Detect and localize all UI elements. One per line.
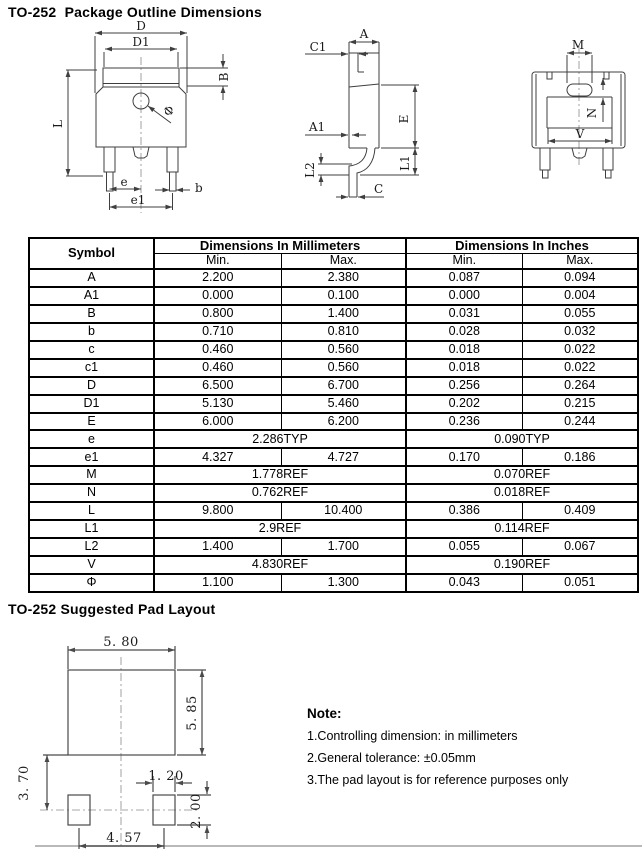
dim-value-cell: 0.051 xyxy=(522,574,638,592)
package-outline-drawing xyxy=(0,0,642,232)
header-symbol: Symbol xyxy=(29,238,154,269)
dim-value-cell: 1.400 xyxy=(154,538,281,556)
dim-value-cell: 1.300 xyxy=(281,574,406,592)
dim-label-e1: e1 xyxy=(130,193,146,207)
dim-value-cell: 1.700 xyxy=(281,538,406,556)
dim-value-cell: 4.327 xyxy=(154,448,281,466)
dim-value-cell: 0.256 xyxy=(406,377,522,395)
tab-pad xyxy=(68,670,175,755)
dim-value-cell: 2.286TYP xyxy=(154,430,406,448)
dim-value-cell: 0.810 xyxy=(281,323,406,341)
table-row xyxy=(29,359,638,377)
header-in-max: Max. xyxy=(522,254,638,269)
symbol-cell: A xyxy=(29,269,154,287)
dimensions-table-body xyxy=(29,269,638,592)
dim-value-cell: 0.460 xyxy=(154,341,281,359)
dim-label-B: B xyxy=(217,72,231,82)
table-row xyxy=(29,377,638,395)
dim-value-cell: 5.460 xyxy=(281,395,406,413)
symbol-cell: D1 xyxy=(29,395,154,413)
symbol-cell: e xyxy=(29,430,154,448)
dim-value-cell: 0.236 xyxy=(406,413,522,431)
table-row xyxy=(29,556,638,574)
page-title: TO-252 Package Outline Dimensions xyxy=(8,4,262,20)
symbol-cell: c xyxy=(29,341,154,359)
symbol-cell: c1 xyxy=(29,359,154,377)
dim-value-cell: 0.190REF xyxy=(406,556,638,574)
dim-label-N: N xyxy=(585,107,599,119)
dim-label-V: V xyxy=(575,127,585,141)
symbol-cell: e1 xyxy=(29,448,154,466)
note-block xyxy=(307,706,637,787)
dim-value-cell: 0.055 xyxy=(522,305,638,323)
dim-value-cell: 0.186 xyxy=(522,448,638,466)
dim-label-L: L xyxy=(51,120,65,128)
symbol-cell: M xyxy=(29,466,154,484)
dim-label-phi: Φ xyxy=(160,102,178,120)
dim-value-cell: 4.727 xyxy=(281,448,406,466)
symbol-cell: V xyxy=(29,556,154,574)
symbol-cell: L1 xyxy=(29,520,154,538)
dimensions-table xyxy=(28,237,639,593)
dim-value-cell: 0.386 xyxy=(406,502,522,520)
dim-label-L1: L1 xyxy=(398,155,412,171)
dim-value-cell: 0.170 xyxy=(406,448,522,466)
pad-dim-body-height: 5. 85 xyxy=(185,695,200,731)
dim-label-A: A xyxy=(359,27,369,41)
dim-value-cell: 0.409 xyxy=(522,502,638,520)
dim-value-cell: 0.067 xyxy=(522,538,638,556)
symbol-cell: D xyxy=(29,377,154,395)
dim-value-cell: 1.400 xyxy=(281,305,406,323)
dim-value-cell: 0.100 xyxy=(281,287,406,305)
header-mm-min: Min. xyxy=(154,254,281,269)
dim-value-cell: 0.018 xyxy=(406,341,522,359)
dim-value-cell: 1.778REF xyxy=(154,466,406,484)
table-row xyxy=(29,413,638,431)
symbol-cell: B xyxy=(29,305,154,323)
symbol-cell: Φ xyxy=(29,574,154,592)
table-row xyxy=(29,466,638,484)
dim-value-cell: 0.560 xyxy=(281,359,406,377)
dim-value-cell: 6.000 xyxy=(154,413,281,431)
front-view-drawing xyxy=(51,19,231,213)
dim-label-b: b xyxy=(195,181,203,195)
table-row xyxy=(29,484,638,502)
table-row xyxy=(29,430,638,448)
dim-label-D1: D1 xyxy=(132,35,150,49)
table-row xyxy=(29,323,638,341)
symbol-cell: A1 xyxy=(29,287,154,305)
table-row xyxy=(29,269,638,287)
dim-value-cell: 0.264 xyxy=(522,377,638,395)
symbol-cell: L2 xyxy=(29,538,154,556)
table-row xyxy=(29,287,638,305)
note-item: 2.General tolerance: ±0.05mm xyxy=(307,751,476,765)
symbol-cell: b xyxy=(29,323,154,341)
dim-value-cell: 2.200 xyxy=(154,269,281,287)
table-header-row xyxy=(29,238,638,254)
dim-value-cell: 4.830REF xyxy=(154,556,406,574)
dim-value-cell: 6.200 xyxy=(281,413,406,431)
note-title: Note: xyxy=(307,706,342,721)
table-row xyxy=(29,574,638,592)
dim-value-cell: 0.094 xyxy=(522,269,638,287)
dim-value-cell: 0.000 xyxy=(154,287,281,305)
pad-dim-pad-width: 1. 20 xyxy=(148,769,184,784)
dim-value-cell: 0.800 xyxy=(154,305,281,323)
table-row xyxy=(29,341,638,359)
dim-value-cell: 0.018 xyxy=(406,359,522,377)
table-row xyxy=(29,448,638,466)
dim-label-e: e xyxy=(120,175,128,189)
dim-value-cell: 0.031 xyxy=(406,305,522,323)
dim-label-D: D xyxy=(136,19,146,33)
dim-label-C: C xyxy=(374,182,384,196)
dim-value-cell: 1.100 xyxy=(154,574,281,592)
dim-value-cell: 2.9REF xyxy=(154,520,406,538)
dim-value-cell: 0.202 xyxy=(406,395,522,413)
dim-value-cell: 0.762REF xyxy=(154,484,406,502)
dim-value-cell: 2.380 xyxy=(281,269,406,287)
dim-value-cell: 0.560 xyxy=(281,341,406,359)
dim-value-cell: 9.800 xyxy=(154,502,281,520)
dim-value-cell: 0.215 xyxy=(522,395,638,413)
symbol-cell: E xyxy=(29,413,154,431)
header-millimeters: Dimensions In Millimeters xyxy=(154,238,406,254)
dim-label-A1: A1 xyxy=(308,120,326,134)
dim-value-cell: 0.018REF xyxy=(406,484,638,502)
pad-dim-offset: 3. 70 xyxy=(17,765,32,801)
table-row xyxy=(29,502,638,520)
note-item: 3.The pad layout is for reference purposes only xyxy=(307,773,569,787)
dim-value-cell: 0.022 xyxy=(522,341,638,359)
dim-value-cell: 0.244 xyxy=(522,413,638,431)
header-mm-max: Max. xyxy=(281,254,406,269)
dim-value-cell: 0.028 xyxy=(406,323,522,341)
dim-value-cell: 0.710 xyxy=(154,323,281,341)
dim-label-L2: L2 xyxy=(303,162,317,178)
dim-value-cell: 6.500 xyxy=(154,377,281,395)
dim-label-M: M xyxy=(571,38,585,52)
table-row xyxy=(29,538,638,556)
back-view-drawing xyxy=(532,38,625,178)
dim-value-cell: 0.043 xyxy=(406,574,522,592)
dim-value-cell: 0.070REF xyxy=(406,466,638,484)
dim-value-cell: 6.700 xyxy=(281,377,406,395)
table-row xyxy=(29,305,638,323)
dim-value-cell: 0.032 xyxy=(522,323,638,341)
side-view-drawing xyxy=(303,27,419,197)
dim-value-cell: 0.090TYP xyxy=(406,430,638,448)
note-item: 1.Controlling dimension: in millimeters xyxy=(307,729,518,743)
header-in-min: Min. xyxy=(406,254,522,269)
table-row xyxy=(29,520,638,538)
pad-layout-drawing xyxy=(0,630,320,853)
header-inches: Dimensions In Inches xyxy=(406,238,638,254)
table-row xyxy=(29,395,638,413)
pad-dim-body-width: 5. 80 xyxy=(103,635,139,650)
dim-value-cell: 0.022 xyxy=(522,359,638,377)
dim-value-cell: 0.004 xyxy=(522,287,638,305)
dim-value-cell: 0.114REF xyxy=(406,520,638,538)
pad-layout-title: TO-252 Suggested Pad Layout xyxy=(8,601,216,617)
dim-value-cell: 0.460 xyxy=(154,359,281,377)
dim-value-cell: 10.400 xyxy=(281,502,406,520)
dim-value-cell: 0.087 xyxy=(406,269,522,287)
dim-label-E: E xyxy=(397,114,411,124)
pad-dim-pad-height: 2. 00 xyxy=(189,793,204,829)
dim-value-cell: 5.130 xyxy=(154,395,281,413)
dim-label-C1: C1 xyxy=(309,40,327,54)
symbol-cell: N xyxy=(29,484,154,502)
pad-dim-pitch: 4. 57 xyxy=(106,831,142,846)
dim-value-cell: 0.000 xyxy=(406,287,522,305)
symbol-cell: L xyxy=(29,502,154,520)
dim-value-cell: 0.055 xyxy=(406,538,522,556)
